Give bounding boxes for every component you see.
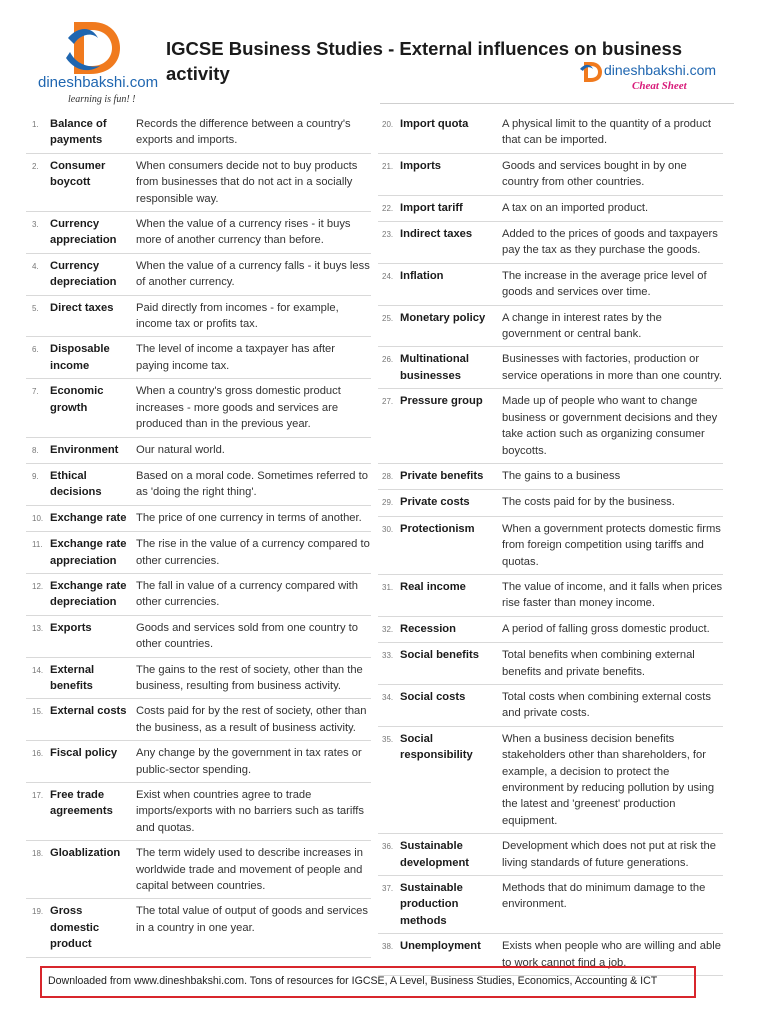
glossary-definition: The gains to a business [502,469,621,482]
glossary-row [26,337,371,379]
glossary-definition: Any change by the government in tax rates or public-sector spending. [136,747,362,776]
glossary-definition: The fall in value of a currency compared with other currencies. [136,579,358,609]
page-title: IGCSE Business Studies - External influences on business activity [166,38,683,84]
glossary-term: Recession [400,622,456,635]
cheat-sheet-logo-text: dineshbakshi.com [604,62,717,78]
glossary-term: Exchange rate appreciation [50,538,127,567]
logo-tagline: learning is fun! ! [68,94,136,105]
glossary-row [378,834,723,876]
glossary-number: 20. [382,120,394,129]
glossary-row [26,658,371,700]
glossary-definition: When a country's gross domestic product increases - more goods and services are produced than in the previous year. [136,385,341,431]
glossary-row [378,617,723,643]
glossary-number: 29. [382,498,394,508]
glossary-term: Balance of payments [50,118,107,147]
glossary-term: Environment [50,443,119,456]
glossary-right-column [378,112,723,976]
glossary-row [378,517,723,575]
glossary-definition: The costs paid for by the business. [502,496,675,509]
glossary-definition: Development which does not put at risk the living standards of future generations. [502,840,716,869]
glossary-row [378,112,723,154]
glossary-row [378,264,723,306]
glossary-number: 25. [382,313,394,323]
glossary-number: 13. [32,623,44,633]
glossary-term: Ethical decisions [50,469,102,499]
glossary-row [26,574,371,616]
glossary-row [378,222,723,264]
glossary-definition: The term widely used to describe increases in worldwide trade and movement of people and capital between countries. [136,847,363,893]
glossary-number: 37. [382,884,394,894]
glossary-number: 16. [32,749,44,759]
glossary-definition: The increase in the average price level of goods and services over time. [502,269,707,299]
glossary-definition: A physical limit to the quantity of a product that can be imported. [502,118,711,147]
glossary-number: 4. [32,261,39,271]
glossary-row [378,389,723,464]
glossary-number: 19. [32,907,44,917]
glossary-definition: When a business decision benefits stakeholders other than shareholders, for example, a decision to protect the environment by reducing pollution by using the latest and 'greenest' production equipment. [502,732,715,827]
glossary-term: Private costs [400,496,470,509]
glossary-number: 11. [32,540,43,550]
glossary-definition: Based on a moral code. Sometimes referred to as 'doing the right thing'. [136,469,368,499]
glossary-row [378,727,723,834]
glossary-number: 2. [32,161,39,171]
glossary-term: Sustainable development [400,840,470,869]
glossary-definition: Made up of people who want to change business or government decisions and they take action such as organizing consumer boycotts. [502,395,718,457]
glossary-definition: Goods and services sold from one country to other countries. [136,621,358,651]
glossary-number: 35. [382,734,394,744]
glossary-row [378,347,723,389]
glossary-row [26,296,371,338]
glossary-definition: Costs paid for by the rest of society, other than the business, as a result of business activity. [136,705,367,734]
glossary-definition: A period of falling gross domestic product. [502,622,710,635]
glossary-number: 3. [32,220,39,230]
glossary-term: Social costs [400,690,466,703]
glossary-number: 12. [32,581,44,591]
glossary-definition: Records the difference between a country's exports and imports. [136,118,351,147]
glossary-number: 38. [382,942,394,952]
glossary-definition: When the value of a currency falls - it buys less of another currency. [136,259,370,289]
glossary-definition: Paid directly from incomes - for example, income tax or profits tax. [136,301,339,331]
glossary-term: Free trade agreements [50,789,113,818]
glossary-term: Monetary policy [400,311,486,324]
glossary-definition: The value of income, and it falls when prices rise faster than money income. [502,580,723,610]
cheat-sheet-label: Cheat Sheet [632,80,687,92]
glossary-number: 15. [32,707,44,717]
glossary-number: 24. [382,271,394,281]
glossary-definition: Our natural world. [136,443,225,456]
logo-wordmark: dineshbakshi.com [38,74,159,91]
logo-d-small-icon [580,60,604,84]
glossary-row [378,196,723,222]
glossary-term: Consumer boycott [50,159,106,189]
glossary-row [378,876,723,934]
glossary-number: 32. [382,624,394,634]
glossary-row [378,685,723,727]
glossary-term: Social responsibility [400,732,473,762]
glossary-term: Pressure group [400,395,483,408]
glossary-number: 18. [32,849,44,859]
glossary-number: 30. [382,524,394,534]
glossary-row [26,841,371,899]
glossary-number: 1. [32,120,39,129]
site-logo[interactable] [30,18,159,108]
glossary-number: 23. [382,230,394,240]
glossary-term: Indirect taxes [400,228,473,241]
glossary-number: 26. [382,355,394,365]
glossary-definition: The gains to the rest of society, other than the business, resulting from business activity. [136,663,363,692]
glossary-number: 27. [382,397,394,407]
glossary-term: Exports [50,621,92,634]
glossary-number: 10. [32,513,44,523]
glossary-row [378,643,723,685]
glossary-row [26,899,371,957]
glossary-number: 5. [32,303,39,313]
cheat-sheet-logo[interactable] [580,58,740,98]
glossary-term: Currency appreciation [50,218,117,247]
glossary-row [378,154,723,196]
header-divider [380,103,734,104]
glossary-definition: When consumers decide not to buy products from businesses that do not act in a socially responsible way. [136,159,358,205]
glossary-definition: Methods that do minimum damage to the environment. [502,882,706,911]
glossary-term: Direct taxes [50,301,114,314]
glossary-definition: Exists when people who are willing and able to work cannot find a job. [502,940,721,969]
glossary-definition: The price of one currency in terms of another. [136,511,362,524]
glossary-term: Imports [400,159,442,172]
glossary-term: Economic growth [50,385,104,414]
glossary-term: Inflation [400,269,444,282]
glossary-row [378,575,723,617]
glossary-number: 17. [32,791,44,800]
glossary-term: External benefits [50,663,95,692]
glossary-term: Currency depreciation [50,259,117,289]
page-header [0,0,768,112]
glossary-definition: Total costs when combining external costs and private costs. [502,690,711,720]
glossary-term: Exchange rate [50,511,127,524]
glossary-term: External costs [50,705,127,718]
glossary-row [26,254,371,296]
glossary-left-column [26,112,371,958]
glossary-row [26,112,371,154]
glossary-definition: Goods and services bought in by one country from other countries. [502,159,687,189]
glossary-number: 33. [382,651,394,661]
glossary-term: Private benefits [400,469,484,482]
glossary-row [26,379,371,437]
glossary-definition: The rise in the value of a currency compared to other currencies. [136,538,370,567]
glossary-definition: When the value of a currency rises - it buys more of another currency than before. [136,218,351,247]
glossary-term: Social benefits [400,649,479,662]
glossary-row [26,212,371,254]
glossary-row [26,741,371,783]
glossary-number: 9. [32,471,39,481]
glossary-number: 21. [382,161,394,171]
glossary-term: Unemployment [400,940,481,953]
glossary-definition: A tax on an imported product. [502,201,649,214]
glossary-term: Sustainable production methods [400,882,463,927]
glossary-term: Gross domestic product [50,905,100,951]
glossary-number: 31. [382,582,394,592]
glossary-definition: A change in interest rates by the government or central bank. [502,311,662,341]
glossary-term: Fiscal policy [50,747,118,760]
glossary-term: Protectionism [400,522,475,535]
glossary-definition: Businesses with factories, production or service operations in more than one country. [502,353,722,382]
glossary-definition: When a government protects domestic firms from foreign competition using tariffs and quotas. [502,522,721,568]
glossary-row [26,783,371,841]
glossary-row [378,306,723,348]
glossary-row [26,154,371,212]
glossary-row [26,699,371,741]
glossary-term: Multinational businesses [400,353,469,382]
glossary-definition: The total value of output of goods and services in a country in one year. [136,905,368,934]
glossary-term: Import quota [400,118,469,130]
glossary-number: 22. [382,203,394,213]
glossary-term: Disposable income [50,343,110,372]
glossary-number: 34. [382,692,394,702]
glossary-definition: Exist when countries agree to trade imports/exports with no barriers such as tariffs and quotas. [136,789,364,834]
glossary-number: 8. [32,445,39,455]
glossary-row [26,506,371,532]
download-banner[interactable]: Downloaded from www.dineshbakshi.com. Tons of resources for IGCSE, A Level, Business Studies, Economics, Accounting & ICT [40,966,696,998]
glossary-row [378,464,723,490]
glossary-number: 6. [32,345,39,355]
glossary-row [26,616,371,658]
glossary-number: 36. [382,842,394,852]
glossary-row [26,532,371,574]
glossary-term: Gloablization [50,847,121,860]
glossary-row [26,438,371,464]
glossary-term: Real income [400,580,466,593]
glossary-number: 7. [32,387,39,397]
glossary-number: 14. [32,665,44,675]
glossary-row [26,464,371,506]
glossary-term: Exchange rate depreciation [50,579,127,609]
glossary-number: 28. [382,471,394,481]
glossary-definition: The level of income a taxpayer has after paying income tax. [136,343,335,372]
glossary-term: Import tariff [400,201,463,214]
glossary-definition: Added to the prices of goods and taxpayers pay the tax as they purchase the goods. [502,228,718,257]
logo-d-icon [66,18,124,78]
glossary-row [378,490,723,516]
glossary-definition: Total benefits when combining external benefits and private benefits. [502,649,695,678]
